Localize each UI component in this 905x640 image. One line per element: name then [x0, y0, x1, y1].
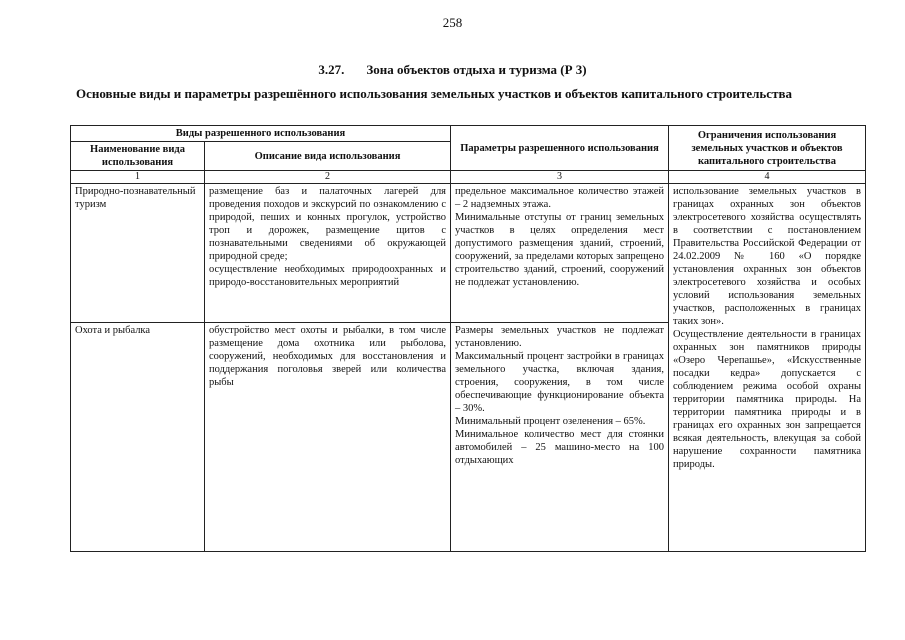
use-description: [205, 184, 451, 323]
table-row: [71, 184, 866, 323]
column-number: 4: [669, 171, 866, 184]
column-numbers-row: [71, 171, 866, 184]
parameter-paragraph: Размеры земельных участков не подлежат установлению.: [455, 325, 665, 349]
restriction-paragraph: использование земельных участков в границах охранных зон объектов электросетевого хозяйства осуществлять в соответствии с постановлением Правительства Российской Федерации от 24.02.2009 № 160 «О порядке установления охранных зон объектов электросетевого хозяйства и особых условий использования земельных участков, расположенных в границах таких зон».: [673, 186, 862, 327]
use-name: Охота и рыбалка: [71, 323, 205, 552]
use-restrictions: [669, 184, 866, 552]
header-use-description: Описание вида использования: [205, 142, 451, 171]
document-heading: Основные виды и параметры разрешённого использования земельных участков и объектов капитального строительства: [76, 86, 792, 101]
column-number: 2: [205, 171, 451, 184]
column-number: 3: [451, 171, 669, 184]
restriction-paragraph: Осуществление деятельности в границах охранных зон памятников природы «Озеро Черепашье», «Искусственные посадки кедра» допускается с соблюдением режима особой охраны территории памятника природы. На территории памятника природы и в границах его охранных зон запрещается всякая деятельность, влекущая за собой нарушение сохранности памятника природы.: [673, 329, 862, 470]
parameter-paragraph: предельное максимальное количество этажей – 2 надземных этажа.: [455, 186, 665, 210]
section-number: 3.27.: [318, 62, 345, 77]
land-use-parameters-table: [70, 125, 866, 552]
description-paragraph: обустройство мест охоты и рыбалки, в том числе размещение дома охотника или рыболова, сооружений, необходимых для восстановления и поддержания поголовья зверей или количества рыбы: [209, 325, 447, 388]
page-number: 258: [442, 15, 463, 30]
section-title: [0, 62, 905, 78]
parameter-paragraph: Максимальный процент застройки в границах земельного участка, включая здания, строения, сооружения, в том числе обеспечивающие функционирование объекта – 30%.: [455, 351, 665, 414]
description-paragraph: размещение баз и палаточных лагерей для проведения походов и экскурсий по ознакомлению с природой, пеших и конных прогулок, устройство троп и дорожек, размещение щитов с познавательными сведениями об окружающей природной среде;: [209, 186, 447, 262]
parameter-paragraph: Минимальное количество мест для стоянки автомобилей – 25 машино-место на 100 отдыхающих: [455, 429, 665, 466]
header-use-name: Наименование вида использования: [71, 142, 205, 171]
description-paragraph: осуществление необходимых природоохранных и природо-восстановительных мероприятий: [209, 264, 447, 288]
section-name: Зона объектов отдыха и туризма (Р 3): [366, 62, 587, 77]
header-parameters: Параметры разрешенного использования: [451, 126, 669, 171]
column-number: 1: [71, 171, 205, 184]
use-parameters: [451, 323, 669, 552]
use-name: Природно-познавательный туризм: [71, 184, 205, 323]
parameter-paragraph: Минимальный процент озеленения – 65%.: [455, 416, 646, 427]
header-group-permitted-uses: Виды разрешенного использования: [71, 126, 451, 142]
use-description: [205, 323, 451, 552]
use-parameters: [451, 184, 669, 323]
header-restrictions: Ограничения использования земельных участков и объектов капитального строительства: [669, 126, 866, 171]
parameter-paragraph: Минимальные отступы от границ земельных участков в целях определения мест допустимого размещения зданий, строений, сооружений, за пределами которых запрещено строительство зданий, строений, сооружений не подлежат установлению.: [455, 212, 665, 288]
